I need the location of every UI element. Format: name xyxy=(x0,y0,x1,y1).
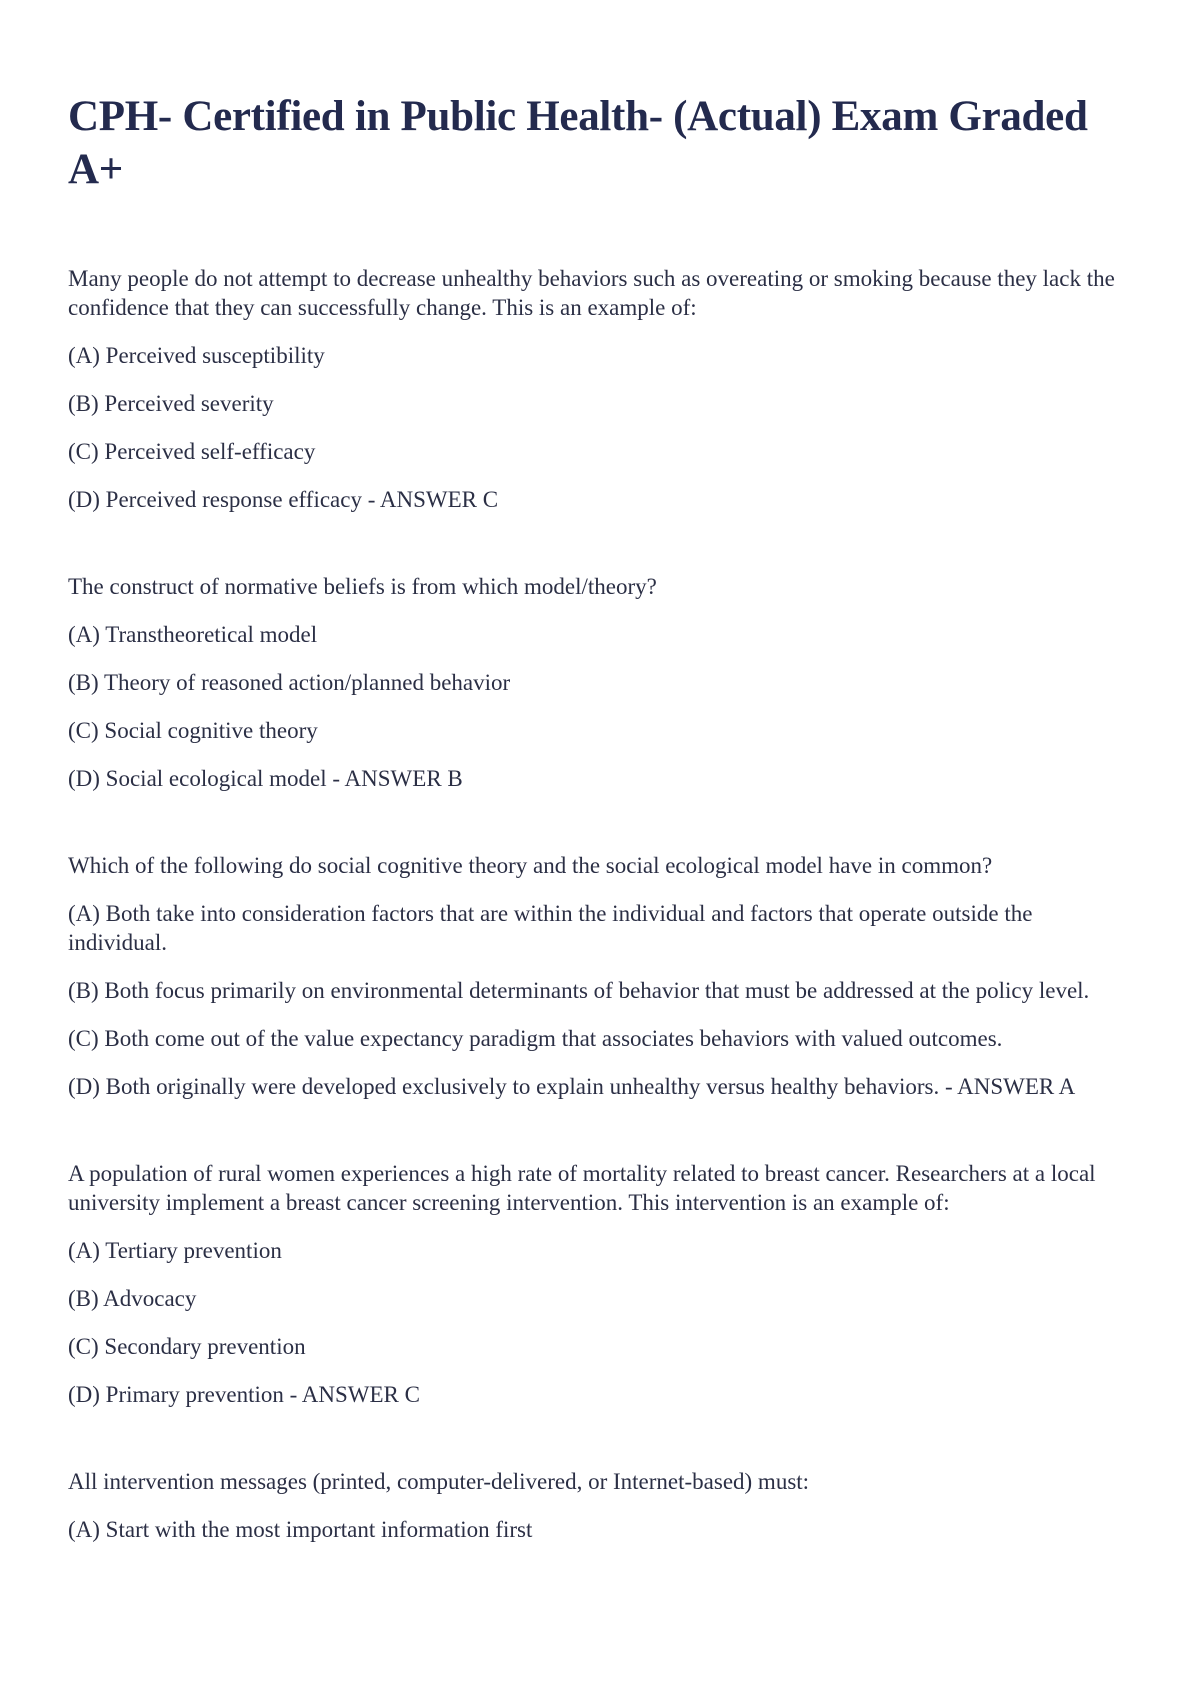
answer-option: (B) Perceived severity xyxy=(68,391,274,416)
answer-option: (B) Both focus primarily on environmental determinants of behavior that must be addressed at the policy level. xyxy=(68,978,1090,1003)
question-stem: The construct of normative beliefs is from which model/theory? xyxy=(68,574,657,599)
answer-option: (A) Start with the most important information first xyxy=(68,1517,533,1542)
answer-option: (D) Both originally were developed exclusively to explain unhealthy versus healthy behaviors. - ANSWER A xyxy=(68,1074,1076,1099)
document-title: CPH- Certified in Public Health- (Actual) Exam Graded A+ xyxy=(68,93,1088,193)
question-block xyxy=(68,851,1128,1101)
answer-option: (A) Perceived susceptibility xyxy=(68,343,325,368)
question-block xyxy=(68,1159,1128,1409)
answer-option: (A) Transtheoretical model xyxy=(68,622,318,647)
answer-option: (C) Perceived self-efficacy xyxy=(68,439,316,464)
question-block xyxy=(68,1467,1128,1544)
answer-option: (C) Secondary prevention xyxy=(68,1334,306,1359)
question-stem: All intervention messages (printed, computer-delivered, or Internet-based) must: xyxy=(68,1469,810,1494)
answer-option: (B) Theory of reasoned action/planned behavior xyxy=(68,670,511,695)
document-page xyxy=(68,0,1128,1563)
answer-option: (D) Primary prevention - ANSWER C xyxy=(68,1382,420,1407)
answer-option: (C) Social cognitive theory xyxy=(68,718,318,743)
answer-option: (B) Advocacy xyxy=(68,1286,197,1311)
question-stem: Many people do not attempt to decrease unhealthy behaviors such as overeating or smoking because they lack the confidence that they can successfully change. This is an example of: xyxy=(68,266,1115,320)
answer-option: (D) Perceived response efficacy - ANSWER C xyxy=(68,487,499,512)
question-stem: A population of rural women experiences a high rate of mortality related to breast cancer. Researchers at a local university implement a breast cancer screening intervention. This intervention is an example of: xyxy=(68,1161,1096,1215)
answer-option: (A) Both take into consideration factors that are within the individual and factors that operate outside the individual. xyxy=(68,901,1033,955)
question-stem: Which of the following do social cognitive theory and the social ecological model have in common? xyxy=(68,853,993,878)
answer-option: (A) Tertiary prevention xyxy=(68,1238,282,1263)
question-block xyxy=(68,572,1128,793)
question-block xyxy=(68,264,1128,514)
answer-option: (C) Both come out of the value expectancy paradigm that associates behaviors with valued outcomes. xyxy=(68,1026,1003,1051)
answer-option: (D) Social ecological model - ANSWER B xyxy=(68,766,463,791)
